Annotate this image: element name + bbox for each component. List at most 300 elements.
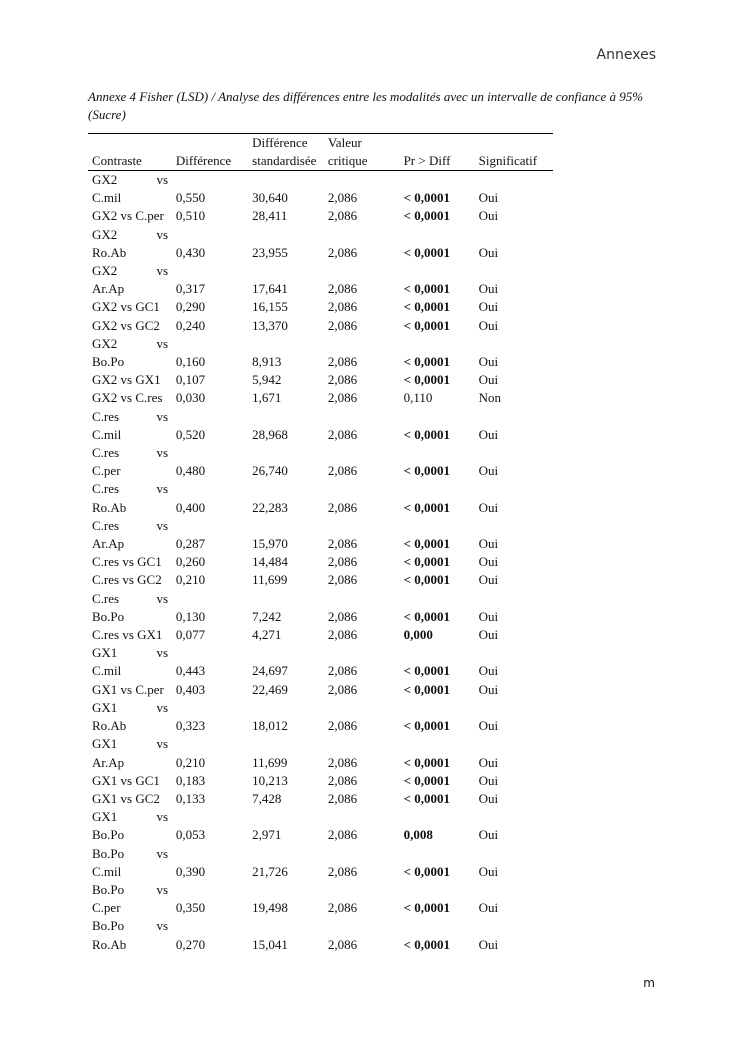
difference-standardisee-cell: 26,740 xyxy=(252,463,288,479)
pr-diff-cell: < 0,0001 xyxy=(403,681,450,697)
difference-cell: 0,260 xyxy=(175,554,206,570)
contrast-split xyxy=(92,808,168,826)
contrast-a: GX2 xyxy=(92,172,118,187)
difference-cell: 0,133 xyxy=(175,790,206,806)
empty-cell xyxy=(248,226,324,244)
header-diff-std-line1: Différence xyxy=(252,135,308,150)
contrast-cell: C.mil xyxy=(92,190,122,206)
pr-diff-cell: < 0,0001 xyxy=(403,663,450,679)
table-row xyxy=(88,535,553,553)
significatif-cell: Oui xyxy=(478,572,499,588)
header-valeur-line1: Valeur xyxy=(327,135,362,150)
contrast-cell-top xyxy=(88,917,172,935)
empty-cell xyxy=(172,881,248,899)
empty-cell xyxy=(475,881,553,899)
contrast-split xyxy=(92,699,168,717)
empty-cell xyxy=(248,480,324,498)
difference-cell: 0,160 xyxy=(175,354,206,370)
contrast-cell-top xyxy=(88,444,172,462)
difference-standardisee-cell: 2,971 xyxy=(252,827,282,843)
valeur-critique-cell: 2,086 xyxy=(327,372,358,388)
valeur-critique-cell: 2,086 xyxy=(327,299,358,315)
table-row xyxy=(88,754,553,772)
empty-cell xyxy=(324,590,400,608)
contrast-vs: vs xyxy=(156,226,168,242)
difference-cell: 0,480 xyxy=(175,463,206,479)
header-diff-std-line2: standardisée xyxy=(252,153,317,168)
difference-standardisee-cell: 8,913 xyxy=(252,354,282,370)
pr-diff-cell: < 0,0001 xyxy=(403,572,450,588)
difference-standardisee-cell: 11,699 xyxy=(252,754,288,770)
contrast-cell-top xyxy=(88,699,172,717)
empty-cell xyxy=(172,171,248,190)
empty-cell xyxy=(248,845,324,863)
contrast-split xyxy=(92,517,168,535)
difference-cell: 0,270 xyxy=(175,936,206,952)
pr-diff-cell: < 0,0001 xyxy=(403,790,450,806)
empty-cell xyxy=(248,881,324,899)
header-significatif: Significatif xyxy=(478,153,538,168)
contrast-cell: GX2 vs GC1 xyxy=(92,299,160,315)
contrast-split xyxy=(92,644,168,662)
table-row xyxy=(88,371,553,389)
empty-cell xyxy=(324,262,400,280)
empty-cell xyxy=(400,262,475,280)
pr-diff-cell: < 0,0001 xyxy=(403,900,450,916)
contrast-cell: Ar.Ap xyxy=(92,536,125,552)
difference-cell: 0,183 xyxy=(175,772,206,788)
difference-cell: 0,287 xyxy=(175,536,206,552)
difference-cell: 0,317 xyxy=(175,281,206,297)
difference-standardisee-cell: 28,411 xyxy=(252,208,288,224)
contrast-cell-top xyxy=(88,480,172,498)
table-row-contrast-start xyxy=(88,226,553,244)
contrast-vs: vs xyxy=(156,881,168,897)
pr-diff-cell: < 0,0001 xyxy=(403,499,450,515)
significatif-cell: Oui xyxy=(478,827,499,843)
contrast-vs: vs xyxy=(156,445,168,461)
empty-cell xyxy=(324,335,400,353)
table-body xyxy=(88,171,553,954)
empty-cell xyxy=(400,226,475,244)
contrast-cell-top xyxy=(88,335,172,353)
contrast-a: C.res xyxy=(92,590,120,606)
table-row xyxy=(88,553,553,571)
empty-cell xyxy=(248,917,324,935)
contrast-cell-top xyxy=(88,171,172,190)
difference-cell: 0,443 xyxy=(175,663,206,679)
contrast-cell: C.res vs GX1 xyxy=(92,627,163,643)
difference-cell: 0,400 xyxy=(175,499,206,515)
contrast-cell: GX1 vs C.per xyxy=(92,681,164,697)
significatif-cell: Oui xyxy=(478,936,499,952)
empty-cell xyxy=(475,408,553,426)
table-row-contrast-start xyxy=(88,644,553,662)
empty-cell xyxy=(475,699,553,717)
significatif-cell: Oui xyxy=(478,663,499,679)
difference-cell: 0,077 xyxy=(175,627,206,643)
table-row-contrast-start xyxy=(88,408,553,426)
contrast-a: Bo.Po xyxy=(92,881,125,897)
contrast-split xyxy=(92,408,168,426)
contrast-cell: GX2 vs C.res xyxy=(92,390,163,406)
contrast-split xyxy=(92,335,168,353)
table-row xyxy=(88,462,553,480)
contrast-cell: C.res vs GC1 xyxy=(92,554,162,570)
empty-cell xyxy=(475,845,553,863)
table-row xyxy=(88,207,553,225)
contrast-a: C.res xyxy=(92,481,120,497)
empty-cell xyxy=(400,335,475,353)
table-row xyxy=(88,298,553,316)
difference-standardisee-cell: 15,970 xyxy=(252,536,288,552)
contrast-a: Bo.Po xyxy=(92,918,125,934)
table-row xyxy=(88,426,553,444)
table-header xyxy=(88,134,553,171)
contrast-a: GX1 xyxy=(92,736,118,752)
contrast-a: GX2 xyxy=(92,226,118,242)
difference-cell: 0,323 xyxy=(175,718,206,734)
empty-cell xyxy=(324,881,400,899)
valeur-critique-cell: 2,086 xyxy=(327,281,358,297)
empty-cell xyxy=(324,408,400,426)
pr-diff-cell: < 0,0001 xyxy=(403,554,450,570)
difference-cell: 0,350 xyxy=(175,900,206,916)
table-row-contrast-start xyxy=(88,444,553,462)
contrast-vs: vs xyxy=(156,481,168,497)
empty-cell xyxy=(400,517,475,535)
contrast-split xyxy=(92,480,168,498)
empty-cell xyxy=(400,480,475,498)
pr-diff-cell: < 0,0001 xyxy=(403,281,450,297)
empty-cell xyxy=(475,335,553,353)
table-row-contrast-start xyxy=(88,699,553,717)
contrast-cell: Ro.Ab xyxy=(92,499,127,515)
valeur-critique-cell: 2,086 xyxy=(327,608,358,624)
table-row xyxy=(88,626,553,644)
valeur-critique-cell: 2,086 xyxy=(327,244,358,260)
contrast-cell: GX2 vs GX1 xyxy=(92,372,161,388)
valeur-critique-cell: 2,086 xyxy=(327,463,358,479)
difference-cell: 0,390 xyxy=(175,863,206,879)
pr-diff-cell: 0,000 xyxy=(403,627,433,643)
table-row-contrast-start xyxy=(88,881,553,899)
contrast-cell: Ar.Ap xyxy=(92,754,125,770)
contrast-cell-top xyxy=(88,517,172,535)
empty-cell xyxy=(475,262,553,280)
table-row xyxy=(88,571,553,589)
contrast-cell-top xyxy=(88,735,172,753)
significatif-cell: Oui xyxy=(478,244,499,260)
contrast-cell: GX1 vs GC2 xyxy=(92,790,160,806)
pr-diff-cell: < 0,0001 xyxy=(403,354,450,370)
contrast-a: GX2 xyxy=(92,263,118,279)
table-row xyxy=(88,608,553,626)
empty-cell xyxy=(172,262,248,280)
difference-standardisee-cell: 13,370 xyxy=(252,317,288,333)
contrast-split xyxy=(92,917,168,935)
difference-standardisee-cell: 7,242 xyxy=(252,608,282,624)
empty-cell xyxy=(475,226,553,244)
table-row-contrast-start xyxy=(88,335,553,353)
contrast-a: Bo.Po xyxy=(92,845,125,861)
difference-standardisee-cell: 14,484 xyxy=(252,554,288,570)
empty-cell xyxy=(248,517,324,535)
difference-standardisee-cell: 22,283 xyxy=(252,499,288,515)
difference-standardisee-cell: 22,469 xyxy=(252,681,288,697)
empty-cell xyxy=(400,808,475,826)
contrast-cell: GX2 vs C.per xyxy=(92,208,164,224)
table-row xyxy=(88,681,553,699)
valeur-critique-cell: 2,086 xyxy=(327,863,358,879)
contrast-cell-top xyxy=(88,262,172,280)
difference-standardisee-cell: 5,942 xyxy=(252,372,282,388)
significatif-cell: Oui xyxy=(478,281,499,297)
contrast-cell: Ro.Ab xyxy=(92,718,127,734)
empty-cell xyxy=(324,480,400,498)
pr-diff-cell: < 0,0001 xyxy=(403,317,450,333)
pr-diff-cell: < 0,0001 xyxy=(403,372,450,388)
significatif-cell: Oui xyxy=(478,190,499,206)
contrast-vs: vs xyxy=(156,408,168,424)
header-row xyxy=(88,134,553,171)
contrast-vs: vs xyxy=(156,845,168,861)
empty-cell xyxy=(324,917,400,935)
header-contraste: Contraste xyxy=(92,153,142,168)
valeur-critique-cell: 2,086 xyxy=(327,536,358,552)
table-row xyxy=(88,353,553,371)
difference-standardisee-cell: 28,968 xyxy=(252,426,288,442)
table-row xyxy=(88,790,553,808)
table-row-contrast-start xyxy=(88,171,553,190)
pr-diff-cell: < 0,0001 xyxy=(403,754,450,770)
empty-cell xyxy=(400,644,475,662)
contrast-split xyxy=(92,226,168,244)
empty-cell xyxy=(248,644,324,662)
empty-cell xyxy=(248,735,324,753)
table-row-contrast-start xyxy=(88,480,553,498)
pr-diff-cell: < 0,0001 xyxy=(403,718,450,734)
valeur-critique-cell: 2,086 xyxy=(327,208,358,224)
contrast-cell: Ro.Ab xyxy=(92,936,127,952)
pr-diff-cell: < 0,0001 xyxy=(403,608,450,624)
pr-diff-cell: < 0,0001 xyxy=(403,190,450,206)
contrast-split xyxy=(92,735,168,753)
difference-standardisee-cell: 4,271 xyxy=(252,627,282,643)
valeur-critique-cell: 2,086 xyxy=(327,190,358,206)
pr-diff-cell: 0,110 xyxy=(403,390,433,406)
contrast-split xyxy=(92,262,168,280)
page-marker: m xyxy=(643,976,655,990)
significatif-cell: Oui xyxy=(478,681,499,697)
header-valeur-critique xyxy=(324,134,400,171)
empty-cell xyxy=(475,644,553,662)
empty-cell xyxy=(400,735,475,753)
table-row xyxy=(88,662,553,680)
fisher-lsd-table xyxy=(88,133,553,954)
empty-cell xyxy=(248,444,324,462)
significatif-cell: Non xyxy=(478,390,501,406)
empty-cell xyxy=(172,845,248,863)
difference-cell: 0,030 xyxy=(175,390,206,406)
contrast-cell: GX1 vs GC1 xyxy=(92,772,160,788)
difference-standardisee-cell: 19,498 xyxy=(252,900,288,916)
contrast-cell: C.per xyxy=(92,463,121,479)
contrast-a: C.res xyxy=(92,445,120,461)
contrast-cell-top xyxy=(88,408,172,426)
table-row xyxy=(88,772,553,790)
contrast-a: GX1 xyxy=(92,809,118,825)
empty-cell xyxy=(248,808,324,826)
contrast-vs: vs xyxy=(156,918,168,934)
contrast-split xyxy=(92,845,168,863)
header-valeur-line2: critique xyxy=(327,153,368,168)
valeur-critique-cell: 2,086 xyxy=(327,663,358,679)
difference-cell: 0,107 xyxy=(175,372,206,388)
valeur-critique-cell: 2,086 xyxy=(327,627,358,643)
empty-cell xyxy=(324,845,400,863)
pr-diff-cell: < 0,0001 xyxy=(403,772,450,788)
empty-cell xyxy=(172,408,248,426)
significatif-cell: Oui xyxy=(478,754,499,770)
significatif-cell: Oui xyxy=(478,863,499,879)
empty-cell xyxy=(324,444,400,462)
empty-cell xyxy=(172,808,248,826)
contrast-vs: vs xyxy=(156,590,168,606)
contrast-vs: vs xyxy=(156,517,168,533)
contrast-cell: GX2 vs GC2 xyxy=(92,317,160,333)
contrast-cell-top xyxy=(88,845,172,863)
empty-cell xyxy=(172,644,248,662)
contrast-split xyxy=(92,171,168,189)
significatif-cell: Oui xyxy=(478,372,499,388)
difference-standardisee-cell: 7,428 xyxy=(252,790,282,806)
difference-standardisee-cell: 16,155 xyxy=(252,299,288,315)
table-row xyxy=(88,389,553,407)
empty-cell xyxy=(400,171,475,190)
difference-standardisee-cell: 10,213 xyxy=(252,772,288,788)
table-row xyxy=(88,936,553,954)
table-caption: Annexe 4 Fisher (LSD) / Analyse des différences entre les modalités avec un intervalle de confiance à 95% (Sucre) xyxy=(88,89,644,122)
empty-cell xyxy=(248,590,324,608)
table-row xyxy=(88,899,553,917)
difference-cell: 0,430 xyxy=(175,244,206,260)
table-row xyxy=(88,499,553,517)
significatif-cell: Oui xyxy=(478,772,499,788)
contrast-vs: vs xyxy=(156,736,168,752)
table-row-contrast-start xyxy=(88,262,553,280)
empty-cell xyxy=(400,408,475,426)
contrast-cell: Ro.Ab xyxy=(92,244,127,260)
contrast-cell: C.mil xyxy=(92,863,122,879)
empty-cell xyxy=(400,699,475,717)
table-row-contrast-start xyxy=(88,590,553,608)
significatif-cell: Oui xyxy=(478,317,499,333)
empty-cell xyxy=(475,808,553,826)
pr-diff-cell: < 0,0001 xyxy=(403,936,450,952)
empty-cell xyxy=(400,845,475,863)
significatif-cell: Oui xyxy=(478,718,499,734)
contrast-cell: C.per xyxy=(92,900,121,916)
empty-cell xyxy=(248,699,324,717)
contrast-cell: Bo.Po xyxy=(92,827,125,843)
difference-standardisee-cell: 23,955 xyxy=(252,244,288,260)
empty-cell xyxy=(248,335,324,353)
pr-diff-cell: < 0,0001 xyxy=(403,244,450,260)
table-row xyxy=(88,826,553,844)
contrast-a: GX1 xyxy=(92,645,118,661)
difference-standardisee-cell: 21,726 xyxy=(252,863,288,879)
contrast-cell: Ar.Ap xyxy=(92,281,125,297)
table-row-contrast-start xyxy=(88,517,553,535)
difference-standardisee-cell: 24,697 xyxy=(252,663,288,679)
empty-cell xyxy=(172,480,248,498)
difference-cell: 0,240 xyxy=(175,317,206,333)
difference-cell: 0,520 xyxy=(175,426,206,442)
empty-cell xyxy=(475,444,553,462)
running-header: Annexes xyxy=(596,47,656,63)
difference-cell: 0,550 xyxy=(175,190,206,206)
difference-standardisee-cell: 15,041 xyxy=(252,936,288,952)
valeur-critique-cell: 2,086 xyxy=(327,772,358,788)
table-row xyxy=(88,244,553,262)
difference-cell: 0,290 xyxy=(175,299,206,315)
header-difference: Différence xyxy=(175,153,232,168)
contrast-cell-top xyxy=(88,590,172,608)
valeur-critique-cell: 2,086 xyxy=(327,790,358,806)
contrast-a: GX2 xyxy=(92,335,118,351)
difference-standardisee-cell: 11,699 xyxy=(252,572,288,588)
difference-standardisee-cell: 1,671 xyxy=(252,390,282,406)
empty-cell xyxy=(248,262,324,280)
significatif-cell: Oui xyxy=(478,608,499,624)
valeur-critique-cell: 2,086 xyxy=(327,354,358,370)
contrast-cell-top xyxy=(88,808,172,826)
pr-diff-cell: < 0,0001 xyxy=(403,863,450,879)
empty-cell xyxy=(172,226,248,244)
valeur-critique-cell: 2,086 xyxy=(327,390,358,406)
contrast-cell: C.res vs GC2 xyxy=(92,572,162,588)
empty-cell xyxy=(324,171,400,190)
pr-diff-cell: < 0,0001 xyxy=(403,463,450,479)
difference-cell: 0,210 xyxy=(175,572,206,588)
significatif-cell: Oui xyxy=(478,900,499,916)
pr-diff-cell: < 0,0001 xyxy=(403,536,450,552)
empty-cell xyxy=(475,590,553,608)
empty-cell xyxy=(400,917,475,935)
contrast-cell-top xyxy=(88,881,172,899)
contrast-cell: Bo.Po xyxy=(92,354,125,370)
significatif-cell: Oui xyxy=(478,208,499,224)
significatif-cell: Oui xyxy=(478,554,499,570)
empty-cell xyxy=(172,699,248,717)
valeur-critique-cell: 2,086 xyxy=(327,572,358,588)
pr-diff-cell: < 0,0001 xyxy=(403,426,450,442)
difference-cell: 0,403 xyxy=(175,681,206,697)
empty-cell xyxy=(475,735,553,753)
empty-cell xyxy=(324,226,400,244)
significatif-cell: Oui xyxy=(478,499,499,515)
valeur-critique-cell: 2,086 xyxy=(327,900,358,916)
valeur-critique-cell: 2,086 xyxy=(327,426,358,442)
difference-cell: 0,510 xyxy=(175,208,206,224)
significatif-cell: Oui xyxy=(478,536,499,552)
table-row-contrast-start xyxy=(88,917,553,935)
contrast-cell: C.mil xyxy=(92,426,122,442)
empty-cell xyxy=(475,917,553,935)
valeur-critique-cell: 2,086 xyxy=(327,681,358,697)
table-row-contrast-start xyxy=(88,735,553,753)
